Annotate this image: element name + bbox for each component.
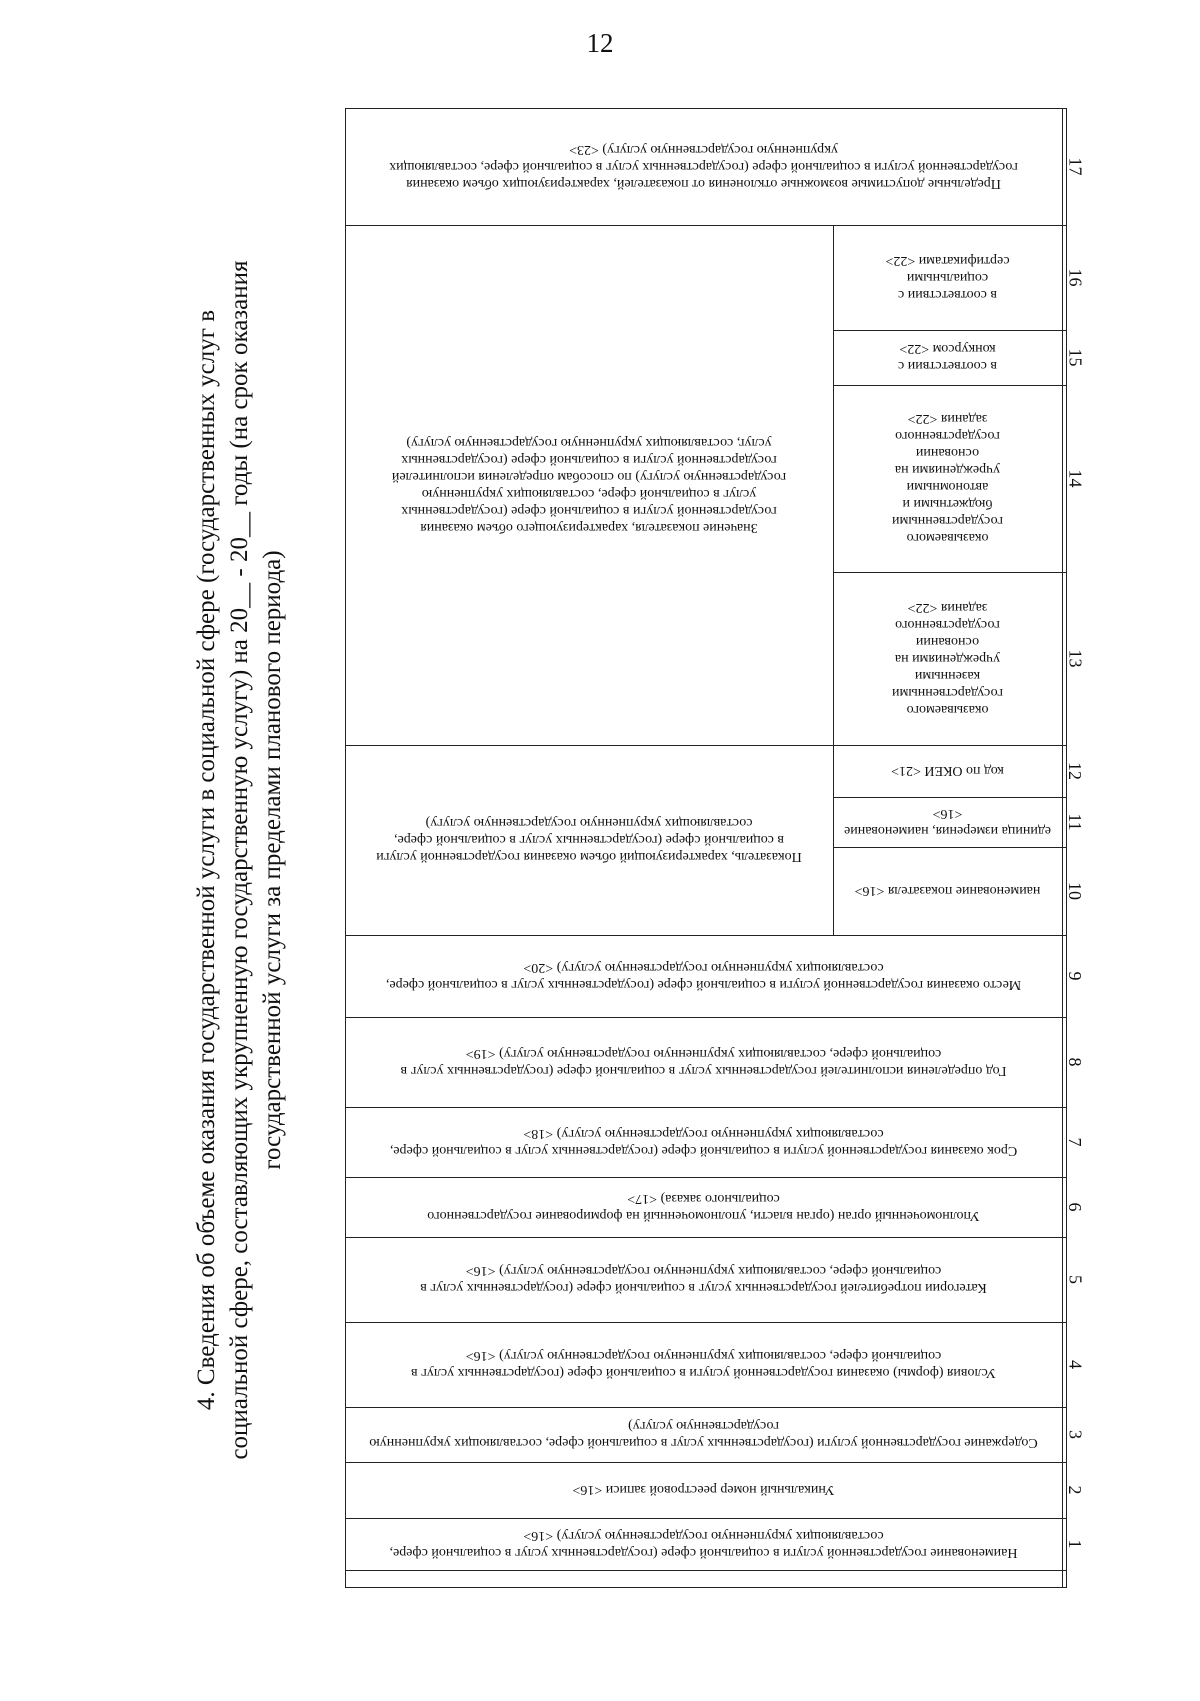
col-number: 6 xyxy=(1065,1202,1086,1212)
col-number: 4 xyxy=(1065,1360,1086,1369)
header-cell-13: оказываемого государственными казенными учреждениями на основании государственного задания <22> xyxy=(891,600,1004,717)
col-number: 13 xyxy=(1065,649,1086,668)
col-number: 5 xyxy=(1065,1275,1086,1284)
col-number: 15 xyxy=(1065,348,1086,367)
col-number: 3 xyxy=(1065,1430,1086,1439)
title-line-2: социальной сфере, составляющих укрупненную государственную услугу) на 20__ - 20__ годы (на срок оказания xyxy=(226,260,253,1460)
header-cell-14: оказываемого государственными бюджетными и автономными учреждениями на основании государственного задания <22> xyxy=(891,411,1004,546)
col-number: 8 xyxy=(1065,1057,1086,1067)
header-cell-15: в соответствии с конкурсом <22> xyxy=(898,341,997,374)
header-cell-8: Год определения исполнителей государственных услуг в социальной сфере (государственных услуг в социальной сфере, составляющих укрупненную государственную услугу) <19> xyxy=(400,1046,1007,1078)
header-cell-1: Наименование государственной услуги в социальной сфере (государственных услуг в социальной сфере, составляющих укрупненную государственную услугу) <16> xyxy=(389,1528,1018,1560)
header-cell-5: Категории потребителей государственных услуг в социальной сфере (государственных услуг в социальной сфере, составляющих укрупненную государственную услугу) <16> xyxy=(420,1263,987,1296)
header-cell-3: Содержание государственной услуги (государственных услуг в социальной сфере, составляющих укрупненную государственную услугу) xyxy=(369,1418,1038,1451)
group-header-10-12: Показатель, характеризующий объем оказания государственной услуги в социальной сфере (государственных услуг в социальной сфере, составляющих укрупненную государственную услугу) xyxy=(376,815,802,865)
header-cell-12: код по ОКЕИ <21> xyxy=(891,763,1004,779)
header-cell-7: Срок оказания государственной услуги в социальной сфере (государственных услуг в социальной сфере, составляющих укрупненную государственную услугу) <18> xyxy=(389,1126,1018,1158)
header-cell-9: Место оказания государственной услуги в социальной сфере (государственных услуг в социальной сфере, составляющих укрупненную государственную услугу) <20> xyxy=(385,960,1022,992)
col-number: 10 xyxy=(1065,882,1086,900)
col-number: 16 xyxy=(1065,268,1086,287)
header-cell-2: Уникальный номер реестровой записи <16> xyxy=(572,1482,835,1498)
col-number: 1 xyxy=(1065,1539,1086,1549)
header-cell-10: наименование показателя <16> xyxy=(854,883,1041,899)
col-number: 11 xyxy=(1065,813,1086,831)
title-line-1: 4. Сведения об объеме оказания государственной услуги в социальной сфере (государственных услуг в xyxy=(193,309,220,1411)
row-divider xyxy=(345,1570,1067,1571)
header-cell-11: единица измерения, наименование <16> xyxy=(844,806,1051,838)
col-number: 17 xyxy=(1065,157,1086,176)
col-number: 9 xyxy=(1065,971,1086,981)
header-cell-16: в соответствии с социальными сертификатами <22> xyxy=(885,253,1010,302)
header-cell-17: Предельные допустимые возможные отклонения от показателей, характеризующих объем оказания государственной услуги в социальной сфере (государственных услуг в социальной сфере, составляющих укрупненную государственную услугу) <23> xyxy=(389,142,1018,191)
header-cell-6: Уполномоченный орган (орган власти, уполномоченный на формирование государственного социального заказа) <17> xyxy=(427,1191,980,1223)
page-number: 12 xyxy=(586,28,614,58)
group-header-13-16: Значение показателя, характеризующего объем оказания государственной услуги в социальной сфере (государственных услуг в социальной сфере, составляющих укрупненную государственную услугу) по способам определения исполнителей государственной услуги в социальной сфере (государственных услуг, составляющих укрупненную государственную услугу) xyxy=(391,435,787,535)
col-number: 7 xyxy=(1065,1137,1086,1147)
title-line-3: государственной услуги за пределами планового периода) xyxy=(259,550,286,1170)
col-number: 12 xyxy=(1065,762,1086,780)
section-title xyxy=(190,160,289,1560)
col-number: 2 xyxy=(1065,1485,1086,1495)
header-cell-4: Условия (формы) оказания государственной услуги в социальной сфере (государственных услуг в социальной сфере, составляющих укрупненную государственную услугу) <16> xyxy=(411,1348,996,1381)
col-number: 14 xyxy=(1065,469,1086,488)
